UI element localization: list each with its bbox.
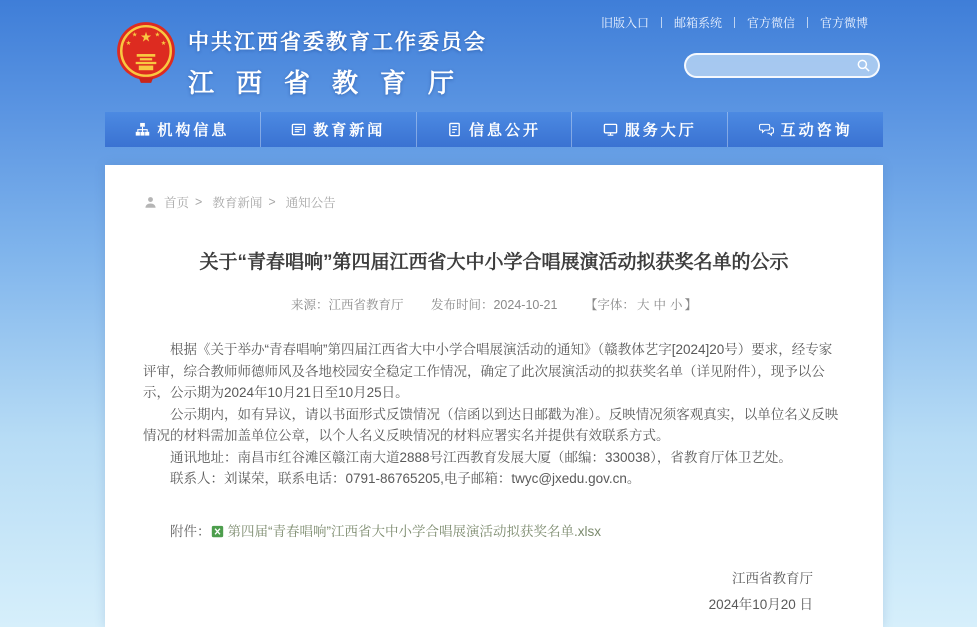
font-size-small-button[interactable]: 小 (669, 298, 683, 312)
attachment-label: 附件： (170, 523, 211, 539)
svg-text:★: ★ (125, 39, 132, 47)
svg-text:★: ★ (139, 29, 153, 45)
font-size-medium-button[interactable]: 中 (653, 298, 666, 312)
top-link-old-version[interactable]: 旧版入口 (600, 16, 649, 30)
top-link-mail-system[interactable]: 邮箱系统 (673, 16, 722, 30)
nav-label: 服务大厅 (624, 122, 697, 139)
svg-text:★: ★ (131, 31, 138, 39)
meta-publish-date: 发布时间：2024-10-21 (430, 298, 558, 312)
article-body (143, 339, 845, 490)
nav-label: 机构信息 (157, 122, 230, 139)
breadcrumb-separator: > (268, 195, 276, 209)
chat-icon (759, 122, 774, 137)
site-header (0, 0, 977, 110)
attachment-file-link[interactable]: 第四届“青春唱响”江西省大中小学合唱展演活动拟获奖名单.xlsx (227, 523, 601, 539)
emblem-icon (113, 20, 179, 86)
top-link-official-weibo[interactable]: 官方微博 (819, 16, 868, 30)
search-icon[interactable] (856, 58, 871, 73)
org-title: 中共江西省委教育工作委员会 (188, 31, 487, 54)
signoff-date: 2024年10月20 日 (708, 596, 813, 612)
dept-title: 江西省教育厅 (188, 68, 477, 98)
meta-source: 来源：江西省教育厅 (290, 298, 404, 312)
search-input[interactable] (686, 59, 856, 73)
breadcrumb (143, 193, 845, 211)
news-icon (291, 122, 306, 137)
nav-label: 信息公开 (468, 122, 541, 139)
search-box (684, 53, 880, 78)
paragraph: 联系人：刘谋荣，联系电话：0791-86765205,电子邮箱：twyc@jxedu.gov.cn。 (170, 471, 641, 486)
article-meta (143, 295, 845, 313)
svg-text:★: ★ (160, 39, 167, 47)
org-chart-icon (135, 122, 150, 137)
paragraph: 公示期内，如有异议，请以书面形式反馈情况（信函以到达日邮戳为准）。反映情况须客观真实，以单位名义反映情况的材料需加盖单位公章，以个人名义反映情况的材料应署实名并提供有效联系方式。 (143, 406, 839, 443)
nav-item-info-disclosure[interactable] (417, 112, 573, 147)
paragraph: 根据《关于举办“青春唱响”第四届江西省大中小学合唱展演活动的通知》（赣教体艺字[2024]20号）要求，经专家评审，综合教师师德师风及各地校园安全稳定工作情况，确定了此次展演活动的拟获奖名单（详见附件），现予以公示，公示期为2024年10月21日至10月25日。 (143, 342, 833, 400)
nav-item-service-hall[interactable] (572, 112, 728, 147)
main-nav (105, 112, 883, 147)
font-size-large-button[interactable]: 大 (636, 298, 650, 312)
signoff-org: 江西省教育厅 (732, 570, 813, 586)
nav-item-interactive-consult[interactable] (728, 112, 883, 147)
font-size-control (585, 298, 697, 312)
paragraph: 通讯地址：南昌市红谷滩区赣江南大道2888号江西教育发展大厦（邮编：330038），省教育厅体卫艺处。 (170, 449, 792, 465)
top-links (589, 14, 880, 31)
nav-label: 教育新闻 (313, 122, 386, 139)
nav-label: 互动咨询 (780, 122, 853, 139)
breadcrumb-notices[interactable]: 通知公告 (285, 196, 336, 210)
font-size-prefix: 【字体： (584, 298, 635, 312)
national-emblem-logo[interactable] (113, 20, 179, 88)
svg-text:★: ★ (154, 31, 161, 39)
signoff-block (143, 566, 845, 618)
document-icon (447, 122, 462, 137)
service-hall-icon (603, 122, 618, 137)
breadcrumb-education-news[interactable]: 教育新闻 (212, 196, 263, 210)
font-size-suffix: 】 (684, 298, 697, 312)
site-title-block[interactable] (188, 26, 487, 100)
nav-item-education-news[interactable] (261, 112, 417, 147)
article-title: 关于“青春唱响”第四届江西省大中小学合唱展演活动拟获奖名单的公示 (199, 252, 789, 273)
user-location-icon (143, 195, 158, 210)
top-link-official-wechat[interactable]: 官方微信 (746, 16, 795, 30)
attachment-row (143, 520, 845, 540)
nav-item-org-info[interactable] (105, 112, 261, 147)
excel-file-icon (211, 525, 224, 538)
content-card (105, 165, 883, 627)
breadcrumb-separator: > (195, 195, 203, 209)
breadcrumb-home[interactable]: 首页 (164, 196, 190, 210)
